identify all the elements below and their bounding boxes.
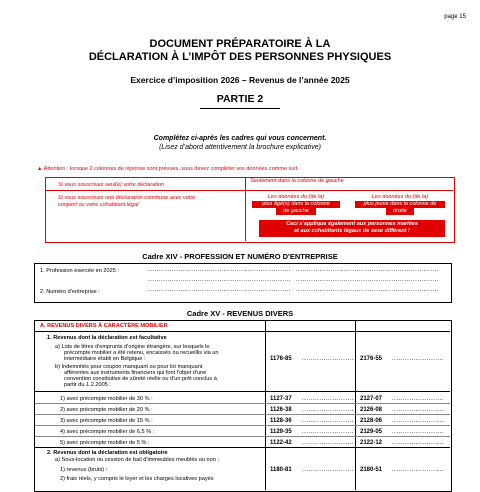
code-2128-06: 2128-06	[360, 418, 383, 424]
section-a-title: A. REVENUS DIVERS À CARACTÈRE MOBILIER	[40, 323, 168, 329]
code-2127-07: 2127-07	[360, 396, 383, 402]
legend-joint-1: Si vous souscrivez une déclaration commune avec votre	[58, 195, 196, 201]
code-2129-05: 2129-05	[360, 429, 383, 435]
code-1122-42: 1122-42	[270, 440, 292, 446]
document-title-line-2: DÉCLARATION À L’IMPÔT DES PERSONNES PHYSIQUES	[88, 51, 392, 63]
item-2a-title: a) Sous-location ou cession de bail d'immeubles meublés ou non :	[55, 457, 220, 463]
field-2127-07[interactable]: ........................	[392, 396, 445, 402]
exercise-year: Exercice d’imposition 2026 – Revenus de l’année 2025	[130, 75, 350, 85]
rate-row-5-label: 5) avec précompte mobilier de 5 % :	[60, 440, 150, 446]
field-2176-55[interactable]: ........................	[392, 356, 445, 362]
item-1a-line-1: a) Lots de titres d'emprunts d'origine étrangère, sur lesquels le	[55, 344, 210, 350]
legend-right-col-3: droite	[386, 208, 414, 215]
cadre-15-header-line	[35, 331, 450, 332]
legend-left-col-2: plus âgé(e) dans la colonne	[252, 201, 340, 208]
legend-vdivider	[245, 178, 246, 241]
field-2122-12[interactable]: ........................	[392, 440, 445, 446]
code-1126-38: 1126-38	[270, 407, 292, 413]
item-2-title: 2. Revenus dont la déclaration est obligatoire	[47, 450, 168, 456]
code-2126-08: 2126-08	[360, 407, 383, 413]
part-title: PARTIE 2	[216, 93, 264, 105]
intro-note: (Lisez d’abord attentivement la brochure explicative)	[159, 144, 321, 151]
code-1128-36: 1128-36	[270, 418, 292, 424]
legend-joint-2: conjoint ou votre cohabitant légal	[58, 202, 139, 208]
legend-divider	[46, 190, 453, 191]
code-2122-12: 2122-12	[360, 440, 383, 446]
rate-row-sep-1	[35, 403, 450, 404]
profession-field-right-2[interactable]: ..................................................................	[296, 277, 440, 283]
intro-instruction: Complétez ci-après les cadres qui vous concernent.	[153, 135, 327, 142]
legend-right-col-2: plus jeune dans la colonne de	[355, 201, 445, 208]
legend-right-col-1: Les données du (de la)	[371, 194, 429, 200]
cadre-15-col-divider-2	[355, 320, 356, 490]
item-1a-line-2: précompte mobilier a été retenu, encaissés ou recueillis via un	[64, 350, 219, 356]
enterprise-number-label: 2. Numéro d'entreprise :	[40, 289, 100, 295]
rate-row-20-label: 2) avec précompte mobilier de 20 % :	[60, 407, 153, 413]
field-1127-37[interactable]: ........................	[302, 396, 355, 402]
item-1-title: 1. Revenus dont la déclaration est facultative	[47, 335, 167, 341]
rate-row-sep-2	[35, 414, 450, 415]
field-1126-38[interactable]: ........................	[302, 407, 355, 413]
field-1180-81[interactable]: ........................	[302, 467, 355, 473]
code-1129-35: 1129-35	[270, 429, 292, 435]
attention-note: ▲ Attention : lorsque 2 colonnes de réponse sont prévues, vous devez compléter vos données comme suit.	[37, 166, 299, 172]
code-2176-55: 2176-55	[360, 356, 383, 362]
profession-label: 1. Profession exercée en 2025 :	[40, 268, 119, 274]
item-1a-line-3: intermédiaire établi en Belgique :	[64, 356, 146, 362]
frais-reels-label: 2) frais réels, y compris le loyer et les charges locatives payés	[60, 476, 214, 482]
legend-single: Si vous souscrivez seul(e) votre déclaration	[58, 182, 165, 188]
item-1b-line-2: afférentes aux instruments financiers qui font l'objet d'une	[64, 370, 207, 376]
rate-row-sep-3	[35, 425, 450, 426]
document-title-line-1: DOCUMENT PRÉPARATOIRE À LA	[149, 38, 331, 50]
field-1176-85[interactable]: ........................	[302, 356, 355, 362]
rate-rows-bottom-line	[35, 447, 450, 448]
field-2129-05[interactable]: ........................	[392, 429, 445, 435]
page-number: page 15	[444, 14, 466, 20]
field-1122-42[interactable]: ........................	[302, 440, 355, 446]
rate-row-15-label: 3) avec précompte mobilier de 15 % :	[60, 418, 153, 424]
code-2180-51: 2180-51	[360, 467, 383, 473]
field-2128-06[interactable]: ........................	[392, 418, 445, 424]
legend-left-col-1: Les données du (de la)	[267, 194, 325, 200]
field-1128-36[interactable]: ........................	[302, 418, 355, 424]
code-1176-85: 1176-85	[270, 356, 292, 362]
item-1b-line-1: b) Indemnités pour coupon manquant ou pour lot manquant	[55, 364, 203, 370]
legend-single-answer: Seulement dans la colonne de gauche	[250, 178, 344, 184]
field-1129-35[interactable]: ........................	[302, 429, 355, 435]
legend-note-1: Ceci s’applique également aux personnes mariées	[286, 221, 418, 227]
legend-note-box	[259, 220, 445, 237]
cadre-15-col-divider-1	[265, 320, 266, 490]
rate-rows-top-line	[35, 391, 450, 392]
enterprise-field-left[interactable]: ..................................................................	[148, 287, 292, 293]
profession-field-right[interactable]: ..................................................................	[296, 267, 440, 273]
field-2180-51[interactable]: ........................	[392, 467, 445, 473]
enterprise-field-right[interactable]: ..................................................................	[296, 287, 440, 293]
revenus-bruts-label: 1) revenus (bruts) :	[60, 467, 108, 473]
legend-left-col-3: de gauche	[276, 208, 316, 215]
item-1b-line-4: partir du 1.2.2005 :	[64, 382, 111, 388]
item-1b-line-3: convention constitutive de sûreté réelle ou d'un prêt conclus à	[64, 376, 217, 382]
code-1127-37: 1127-37	[270, 396, 292, 402]
legend-note-2: et aux cohabitants légaux de sexe différent !	[294, 227, 410, 234]
rate-row-sep-4	[35, 436, 450, 437]
profession-field-left-2[interactable]: ..................................................................	[148, 277, 292, 283]
field-2126-08[interactable]: ........................	[392, 407, 445, 413]
cadre-15-title: Cadre XV - REVENUS DIVERS	[186, 309, 294, 318]
cadre-14-title: Cadre XIV - PROFESSION ET NUMÉRO D'ENTREPRISE	[142, 252, 338, 261]
code-1180-81: 1180-81	[270, 467, 292, 473]
rate-row-6-5-label: 4) avec précompte mobilier de 6,5 % :	[60, 429, 155, 435]
profession-field-left[interactable]: ..................................................................	[148, 267, 292, 273]
rate-row-30-label: 1) avec précompte mobilier de 30 % :	[60, 396, 153, 402]
part-underline	[200, 108, 280, 109]
